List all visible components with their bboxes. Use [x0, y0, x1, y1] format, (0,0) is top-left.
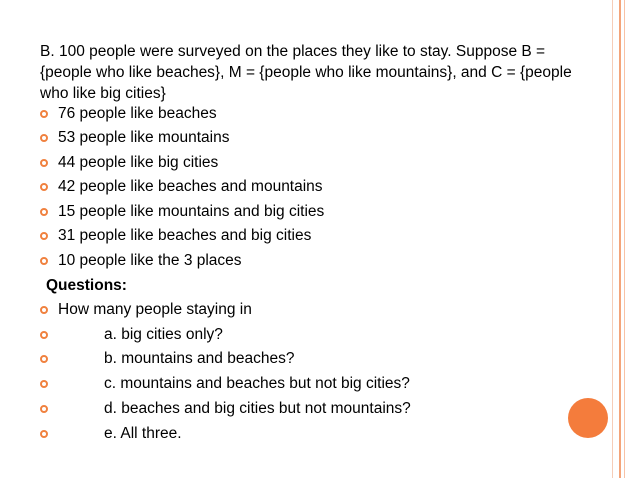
question-item: a. big cities only?	[104, 326, 223, 343]
question-item: e. All three.	[104, 425, 182, 442]
right-border-accent	[619, 0, 621, 478]
right-border-accent-thin	[624, 0, 625, 478]
fact-item: 53 people like mountains	[58, 129, 230, 146]
fact-item: 31 people like beaches and big cities	[58, 227, 312, 244]
bullet-icon	[40, 306, 48, 314]
fact-item: 10 people like the 3 places	[58, 252, 242, 269]
bullet-icon	[40, 430, 48, 438]
bullet-icon	[40, 110, 48, 118]
questions-intro: How many people staying in	[58, 301, 252, 318]
bullet-icon	[40, 159, 48, 167]
bullet-icon	[40, 208, 48, 216]
bullet-icon	[40, 134, 48, 142]
bullet-icon	[40, 232, 48, 240]
bullet-icon	[40, 355, 48, 363]
right-border-line	[612, 0, 613, 478]
bullet-icon	[40, 183, 48, 191]
decorative-circle	[568, 398, 608, 438]
questions-heading: Questions:	[46, 277, 127, 294]
question-item: c. mountains and beaches but not big cities?	[104, 375, 410, 392]
question-item: b. mountains and beaches?	[104, 350, 295, 367]
bullet-icon	[40, 257, 48, 265]
bullet-icon	[40, 380, 48, 388]
fact-item: 76 people like beaches	[58, 105, 217, 122]
fact-item: 15 people like mountains and big cities	[58, 203, 325, 220]
bullet-icon	[40, 405, 48, 413]
fact-item: 42 people like beaches and mountains	[58, 178, 323, 195]
intro-paragraph: B. 100 people were surveyed on the places they like to stay. Suppose B = {people who like beaches}, M = {people who like mountains}, and C = {people who like big cities}	[40, 43, 572, 102]
bullet-icon	[40, 331, 48, 339]
question-item: d. beaches and big cities but not mountains?	[104, 400, 411, 417]
fact-item: 44 people like big cities	[58, 154, 219, 171]
